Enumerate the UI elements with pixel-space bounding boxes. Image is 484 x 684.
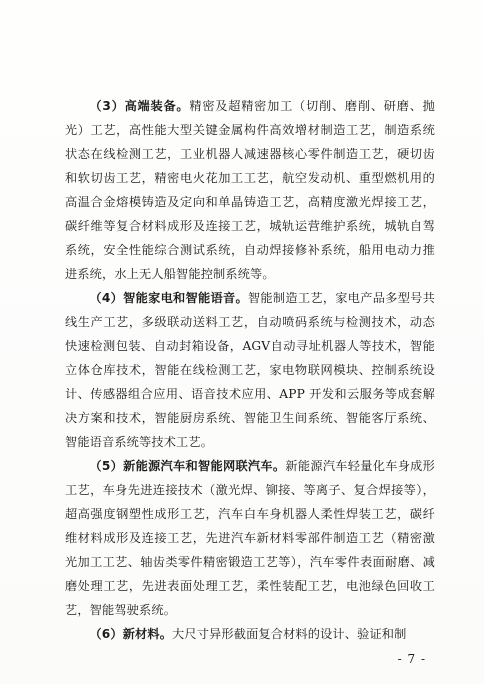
paragraph-high-end-equipment [65,94,435,286]
paragraph-text: 精密及超精密加工（切削、磨削、研磨、抛光）工艺，高性能大型关键金属构件高效增材制造工艺，制造系统状态在线检测工艺，工业机器人减速器核心零件制造工艺，硬切齿和软切齿工艺，精密电火花加工工艺，航空发动机、重型燃机用的高温合金熔模铸造及定向和单晶铸造工艺，高精度激光焊接工艺，碳纤维等复合材料成形及连接工艺，城轨运营维护系统，城轨自驾系统，安全性能综合测试系统，自动焊接修补系统，船用电动力推进系统，水上无人船智能控制系统等。 [65,99,435,281]
paragraph-heading: （6）新材料。 [89,627,173,641]
paragraph-text: 大尺寸异形截面复合材料的设计、验证和制 [172,627,407,641]
paragraph-heading: （4）智能家电和智能语音。 [89,291,248,305]
paragraph-smart-appliances-voice [65,286,435,454]
paragraph-heading: （3）高端装备。 [89,99,190,113]
paragraph-text: 智能制造工艺，家电产品多型号共线生产工艺，多级联动送料工艺，自动喷码系统与检测技术，动态快速检测包装、自动封箱设备，AGV自动寻址机器人等技术，智能立体仓库技术，智能在线检测工艺，家电物联网模块、控制系统设计、传感器组合应用、语音技术应用、APP 开发和云服务等成套解决方案和技术，智能厨房系统、智能卫生间系统、智能客厅系统、智能语音系统等技术工艺。 [65,291,436,449]
page-number: - 7 - [397,652,426,666]
paragraph-heading: （5）新能源汽车和智能网联汽车。 [89,459,286,473]
paragraph-text: 新能源汽车轻量化车身成形工艺，车身先进连接技术（激光焊、铆接、等离子、复合焊接等），超高强度钢塑性成形工艺，汽车白车身机器人柔性焊装工艺，碳纤维材料成形及连接工艺，先进汽车新材料零部件制造工艺（精密激光加工工艺、轴齿类零件精密锻造工艺等），汽车零件表面耐磨、减磨处理工艺，先进表面处理工艺，柔性装配工艺，电池绿色回收工艺，智能驾驶系统。 [65,459,435,617]
paragraph-new-energy-vehicles [65,454,435,622]
paragraph-new-materials [65,622,435,646]
document-body [65,94,435,646]
